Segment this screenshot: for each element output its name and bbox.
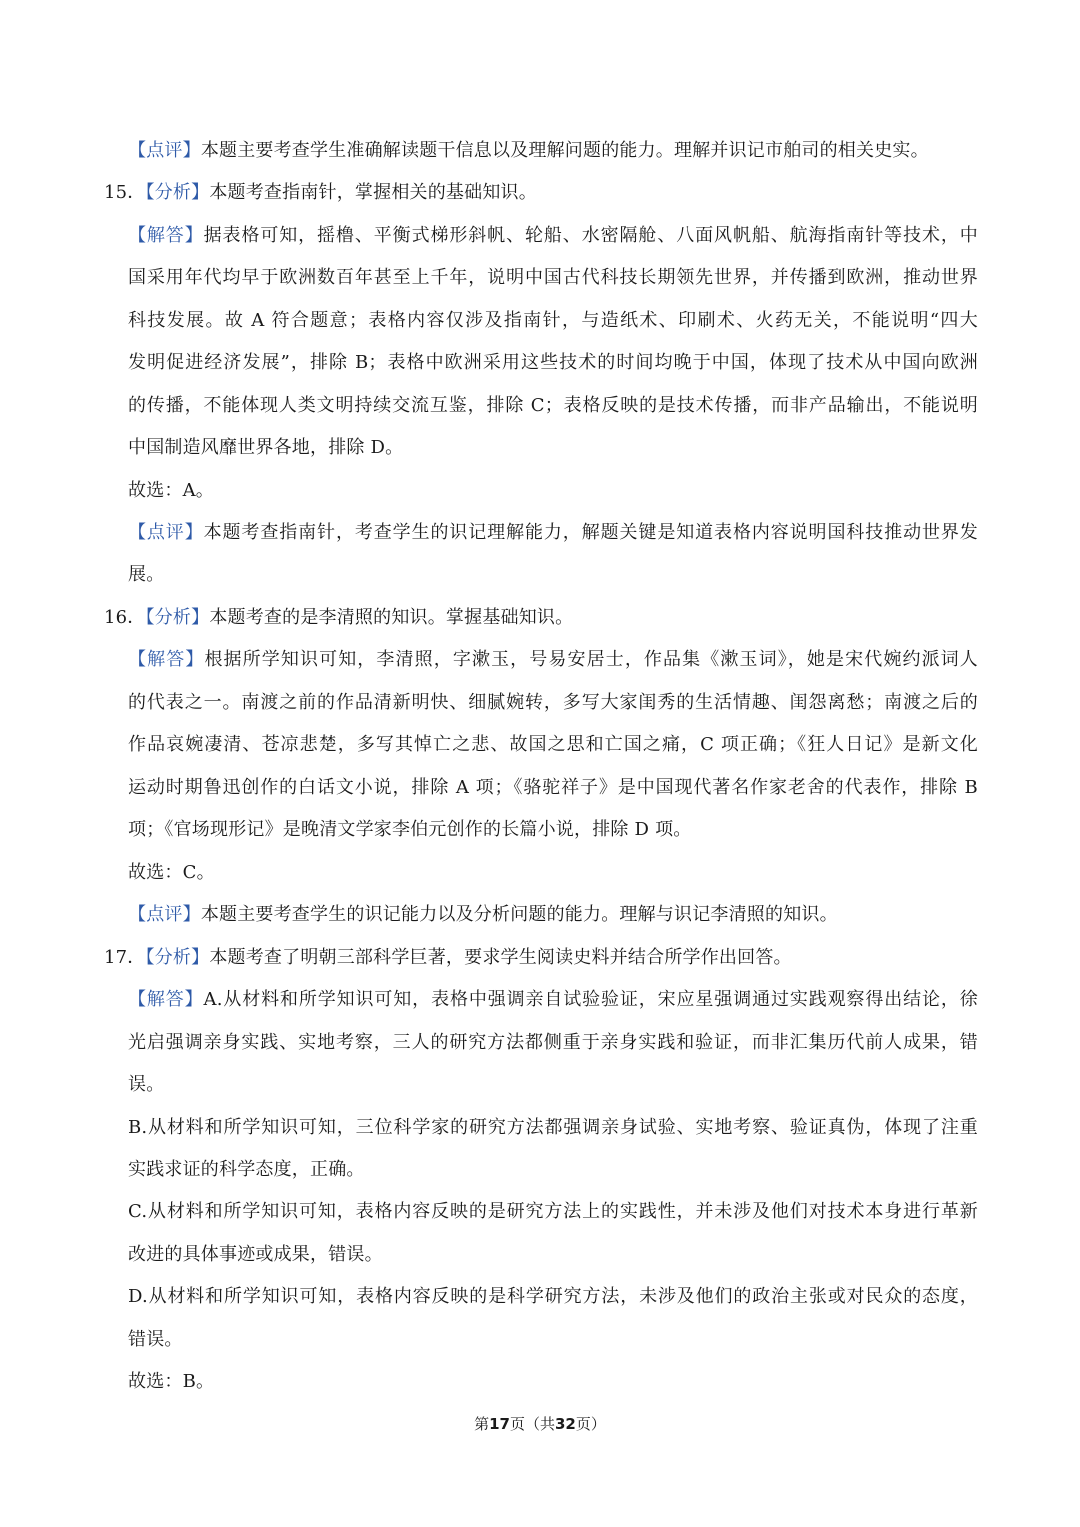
comment-tag: 【点评】 (128, 904, 201, 925)
page-footer: 第17页（共32页） (474, 1415, 606, 1433)
question-number: 17． (104, 947, 146, 968)
q16-answer-line: 【解答】根据所学知识可知，李清照，字漱玉，号易安居士，作品集《漱玉词》，她是宋代婉约派词人 (128, 649, 978, 670)
question-number: 16． (104, 607, 146, 628)
analysis-tag: 【分析】 (145, 607, 210, 628)
answer-tag: 【解答】 (128, 649, 205, 670)
q17-answer-line: 光启强调亲身实践、实地考察，三人的研究方法都侧重于亲身实践和验证，而非汇集历代前人成果，错 (128, 1032, 978, 1053)
q17-option-b-line: B.从材料和所学知识可知，三位科学家的研究方法都强调亲身试验、实地考察、验证真伪，体现了注重 (128, 1117, 978, 1138)
q17-option-d-line: 错误。 (128, 1329, 183, 1350)
question-number: 15． (104, 182, 146, 203)
q16-comment: 【点评】本题主要考查学生的识记能力以及分析问题的能力。理解与识记李清照的知识。 (128, 904, 838, 925)
q15-comment-line: 【点评】本题考查指南针，考查学生的识记理解能力，解题关键是知道表格内容说明国科技推动世界发 (128, 522, 978, 543)
answer-tag: 【解答】 (128, 225, 204, 246)
q17-answer-line: 【解答】A.从材料和所学知识可知，表格中强调亲自试验验证，宋应星强调通过实践观察得出结论，徐 (128, 989, 978, 1010)
q17-answer-line: 误。 (128, 1074, 165, 1095)
total-pages: 32 (555, 1415, 576, 1433)
q15-answer-line: 的传播，不能体现人类文明持续交流互鉴，排除 C；表格反映的是技术传播，而非产品输出，不能说明 (128, 395, 978, 416)
q15-answer-line: 发明促进经济发展”，排除 B；表格中欧洲采用这些技术的时间均晚于中国，体现了技术从中国向欧洲 (128, 352, 978, 373)
q16-analysis: 16．【分析】本题考查的是李清照的知识。掌握基础知识。 (104, 607, 574, 628)
q16-answer-line: 作品哀婉凄清、苍凉悲楚，多写其悼亡之悲、故国之思和亡国之痛，C 项正确；《狂人日记》是新文化 (128, 734, 978, 755)
q16-answer-line: 的代表之一。南渡之前的作品清新明快、细腻婉转，多写大家闺秀的生活情趣、闺怨离愁；南渡之后的 (128, 692, 978, 713)
q15-choice: 故选：A。 (128, 480, 214, 501)
q17-option-d-line: D.从材料和所学知识可知，表格内容反映的是科学研究方法，未涉及他们的政治主张或对民众的态度， (128, 1286, 978, 1307)
comment-tag: 【点评】 (128, 522, 204, 543)
q17-choice: 故选：B。 (128, 1371, 215, 1392)
q15-answer-line: 中国制造风靡世界各地，排除 D。 (128, 437, 404, 458)
comment-tag: 【点评】 (128, 140, 201, 161)
analysis-tag: 【分析】 (145, 182, 210, 203)
q17-analysis: 17．【分析】本题考查了明朝三部科学巨著，要求学生阅读史料并结合所学作出回答。 (104, 947, 792, 968)
q15-answer-line: 国采用年代均早于欧洲数百年甚至上千年，说明中国古代科技长期领先世界，并传播到欧洲，推动世界 (128, 267, 978, 288)
q17-option-c-line: C.从材料和所学知识可知，表格内容反映的是研究方法上的实践性，并未涉及他们对技术本身进行革新 (128, 1201, 978, 1222)
q14-comment: 【点评】本题主要考查学生准确解读题干信息以及理解问题的能力。理解并识记市舶司的相关史实。 (128, 140, 929, 161)
q16-answer-line: 运动时期鲁迅创作的白话文小说，排除 A 项；《骆驼祥子》是中国现代著名作家老舍的代表作，排除 B (128, 777, 978, 798)
q15-comment-line: 展。 (128, 564, 165, 585)
page-number: 17 (489, 1415, 510, 1433)
q15-answer-line: 【解答】据表格可知，摇橹、平衡式梯形斜帆、轮船、水密隔舱、八面风帆船、航海指南针等技术，中 (128, 225, 978, 246)
q17-option-c-line: 改进的具体事迹或成果，错误。 (128, 1244, 383, 1265)
q16-choice: 故选：C。 (128, 862, 215, 883)
analysis-tag: 【分析】 (145, 947, 210, 968)
answer-tag: 【解答】 (128, 989, 204, 1010)
q15-answer-line: 科技发展。故 A 符合题意；表格内容仅涉及指南针，与造纸术、印刷术、火药无关，不能说明“四大 (128, 310, 978, 331)
q16-answer-line: 项；《官场现形记》是晚清文学家李伯元创作的长篇小说，排除 D 项。 (128, 819, 692, 840)
q17-option-b-line: 实践求证的科学态度，正确。 (128, 1159, 365, 1180)
q15-analysis: 15．【分析】本题考查指南针，掌握相关的基础知识。 (104, 182, 537, 203)
